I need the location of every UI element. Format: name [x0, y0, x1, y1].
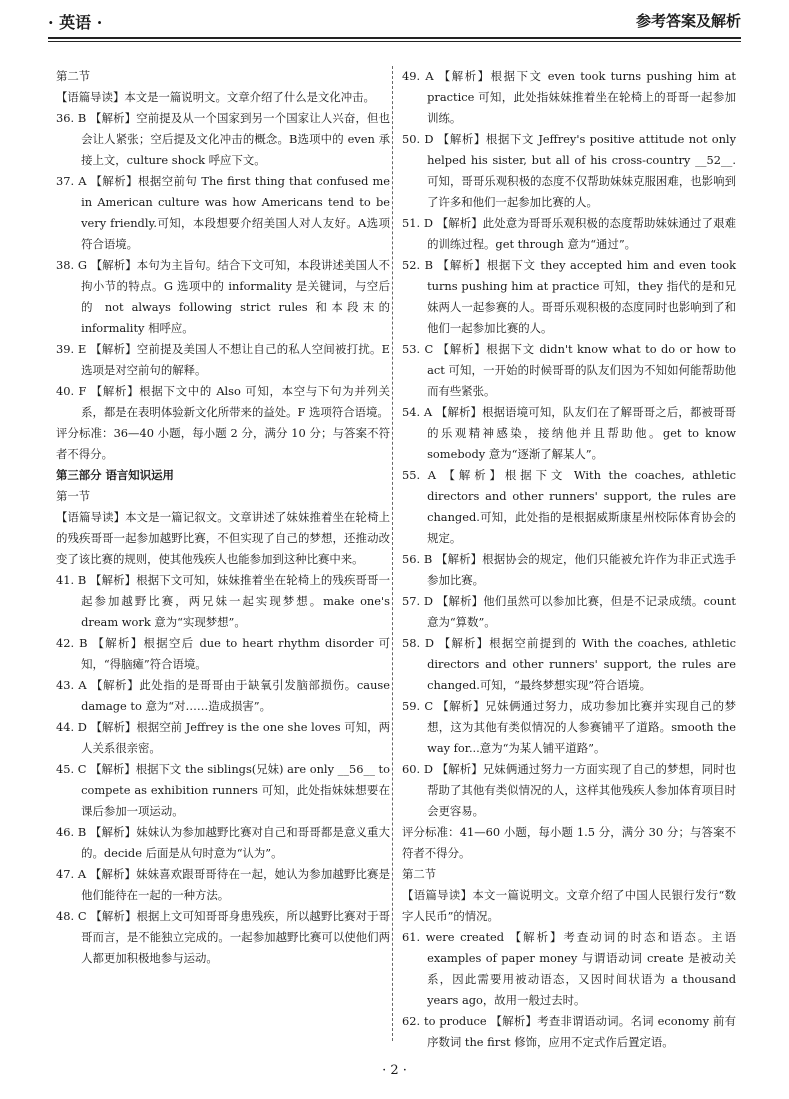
- text-paragraph: 【语篇导读】本文是一篇记叙文。文章讲述了妹妹推着坐在轮椅上的残疾哥哥一起参加越野比赛，不但实现了自己的梦想，还推动改变了该比赛的规则，使其他残疾人也能参加到这种比赛中来。: [56, 510, 390, 566]
- answer-item: 42. B 【解析】根据空后 due to heart rhythm disorder 可知，“得脑瘫”符合语境。: [56, 636, 390, 671]
- answer-item: 52. B 【解析】根据下文 they accepted him and even took turns pushing him at practice 可知，they 指代的是和兄妹两人一起参赛的人。哥哥乐观积极的态度同时也影响到了和他们一起参加比赛的人。: [402, 258, 736, 335]
- page-number: · 2 ·: [382, 1063, 407, 1078]
- answer-item: 57. D 【解析】他们虽然可以参加比赛，但是不记录成绩。count 意为“算数”。: [402, 594, 736, 629]
- answer-item: 59. C 【解析】兄妹俩通过努力，成功参加比赛并实现自己的梦想，这为其他有类似情况的人参赛铺平了道路。smooth the way for...意为“为某人铺平道路”。: [402, 699, 736, 755]
- right-column: [402, 66, 736, 1053]
- text-paragraph: 第二节: [56, 69, 91, 83]
- answer-item: 53. C 【解析】根据下文 didn't know what to do or how to act 可知，一开始的时候哥哥的队友们因为不知如何能帮助他而有些紧张。: [402, 342, 736, 398]
- answer-item: 56. B 【解析】根据协会的规定，他们只能被允许作为非正式选手参加比赛。: [402, 552, 736, 587]
- answer-item: 54. A 【解析】根据语境可知，队友们在了解哥哥之后，都被哥哥的乐观精神感染，接纳他并且帮助他。get to know somebody 意为“逐渐了解某人”。: [402, 405, 736, 461]
- left-column: [56, 66, 390, 969]
- answer-item: 46. B 【解析】妹妹认为参加越野比赛对自己和哥哥都是意义重大的。decide 后面是从句时意为“认为”。: [56, 825, 390, 860]
- answer-item: 44. D 【解析】根据空前 Jeffrey is the one she loves 可知，两人关系很亲密。: [56, 720, 390, 755]
- answer-item: 39. E 【解析】空前提及美国人不想让自己的私人空间被打扰。E 选项是对空前句的解释。: [56, 342, 390, 377]
- column-divider: [392, 66, 393, 1041]
- header-rule-thin: [48, 41, 741, 42]
- answer-item: 38. G 【解析】本句为主旨句。结合下文可知，本段讲述美国人不拘小节的特点。G 选项中的 informality 是关键词，与空后的 not always following strict rules 和本段末的 informality 相呼应。: [56, 258, 390, 335]
- answer-item: 45. C 【解析】根据下文 the siblings(兄妹) are only __56__ to compete as exhibition runners 可知，此处指妹妹想要在课后参加一项运动。: [56, 762, 390, 818]
- answer-item: 43. A 【解析】此处指的是哥哥由于缺氧引发脑部损伤。cause damage to 意为“对……造成损害”。: [56, 678, 390, 713]
- text-paragraph: 【语篇导读】本文是一篇说明文。文章介绍了什么是文化冲击。: [56, 90, 375, 104]
- answer-item: 60. D 【解析】兄妹俩通过努力一方面实现了自己的梦想，同时也帮助了其他有类似情况的人，这样其他残疾人参加体育项目时会更容易。: [402, 762, 736, 818]
- answer-item: 55. A 【解析】根据下文 With the coaches, athletic directors and other runners' support, the rules are changed.可知，此处指的是根据威斯康星州校际体育协会的规定。: [402, 468, 736, 545]
- answer-item: 37. A 【解析】根据空前句 The first thing that confused me in American culture was how Americans tend to be very friendly.可知，本段想要介绍美国人对人友好。A选项符合语境。: [56, 174, 390, 251]
- answer-item: 51. D 【解析】此处意为哥哥乐观积极的态度帮助妹妹通过了艰难的训练过程。get through 意为“通过”。: [402, 216, 736, 251]
- text-paragraph: 第一节: [56, 489, 91, 503]
- answer-item: 48. C 【解析】根据上文可知哥哥身患残疾，所以越野比赛对于哥哥而言，是不能独立完成的。一起参加越野比赛可以使他们两人都更加积极地参与运动。: [56, 909, 390, 965]
- answer-item: 58. D 【解析】根据空前提到的 With the coaches, athletic directors and other runners' support, the rules are changed.可知，“最终梦想实现”符合语境。: [402, 636, 736, 692]
- answer-item: 49. A 【解析】根据下文 even took turns pushing him at practice 可知，此处指妹妹推着坐在轮椅上的哥哥一起参加训练。: [402, 69, 736, 125]
- page-header: [48, 4, 741, 34]
- answer-item: 47. A 【解析】妹妹喜欢跟哥哥待在一起，她认为参加越野比赛是他们能待在一起的一种方法。: [56, 867, 390, 902]
- answer-item: 50. D 【解析】根据下文 Jeffrey's positive attitude not only helped his sister, but all of his cross-country __52__. 可知，哥哥乐观积极的态度不仅帮助妹妹克服困难，也影响到了许多和他们一起参加比赛的人。: [402, 132, 736, 209]
- answer-item: 36. B 【解析】空前提及从一个国家到另一个国家让人兴奋，但也会让人紧张；空后提及文化冲击的概念。B选项中的 even 承接上文，culture shock 呼应下文。: [56, 111, 390, 167]
- answer-item: 61. were created 【解析】考查动词的时态和语态。主语 examples of paper money 与谓语动词 create 是被动关系，因此需要用被动语态，又因时间状语为 a thousand years ago，故用一般过去时。: [402, 930, 736, 1007]
- subject-label: · 英语 ·: [48, 13, 103, 32]
- text-paragraph: 评分标准：41—60 小题，每小题 1.5 分，满分 30 分；与答案不符者不得分。: [402, 825, 736, 860]
- text-paragraph: 评分标准：36—40 小题，每小题 2 分，满分 10 分；与答案不符者不得分。: [56, 426, 390, 461]
- header-title: 参考答案及解析: [635, 12, 741, 30]
- header-rule: [48, 37, 741, 39]
- text-paragraph: 第二节: [402, 867, 437, 881]
- text-paragraph: 【语篇导读】本文一篇说明文。文章介绍了中国人民银行发行“数字人民币”的情况。: [402, 888, 736, 923]
- answer-item: 41. B 【解析】根据下文可知，妹妹推着坐在轮椅上的残疾哥哥一起参加越野比赛，两兄妹一起实现梦想。make one's dream work 意为“实现梦想”。: [56, 573, 390, 629]
- section-heading: 第三部分 语言知识运用: [56, 468, 174, 482]
- answer-item: 40. F 【解析】根据下文中的 Also 可知，本空与下句为并列关系，都是在表明体验新文化所带来的益处。F 选项符合语境。: [56, 384, 390, 419]
- answer-item: 62. to produce 【解析】考查非谓语动词。名词 economy 前有序数词 the first 修饰，应用不定式作后置定语。: [402, 1014, 736, 1049]
